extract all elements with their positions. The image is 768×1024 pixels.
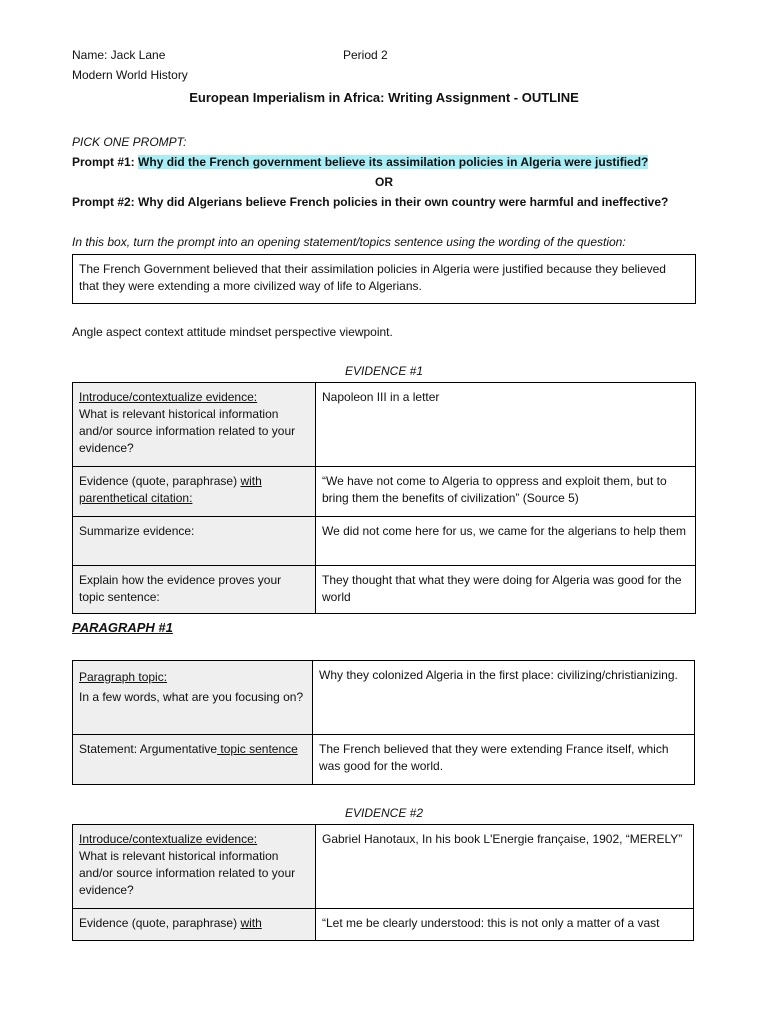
table-row	[73, 735, 695, 785]
row-label: Introduce/contextualize evidence: What is relevant historical information and/or source information related to your evidence?	[73, 383, 316, 467]
opening-statement-box	[72, 254, 696, 304]
row-value[interactable]: We did not come here for us, we came for the algerians to help them	[316, 517, 696, 566]
or-separator: OR	[375, 175, 393, 189]
row-label: Summarize evidence:	[73, 517, 316, 566]
paragraph-1-table	[72, 660, 695, 785]
prompt-2	[72, 194, 668, 211]
table-row	[73, 661, 695, 735]
row-value[interactable]: The French believed that they were extending France itself, which was good for the world.	[313, 735, 695, 785]
evidence-1-heading: EVIDENCE #1	[344, 364, 424, 378]
paragraph-1-heading: PARAGRAPH #1	[72, 620, 173, 635]
row-label: Evidence (quote, paraphrase) with	[73, 909, 316, 941]
row-value[interactable]: Napoleon III in a letter	[316, 383, 696, 467]
prompt-2-label: Prompt #2:	[72, 195, 135, 209]
row-value[interactable]: They thought that what they were doing for Algeria was good for the world	[316, 566, 696, 614]
row-label: Paragraph topic: In a few words, what are you focusing on?	[73, 661, 313, 735]
table-row	[73, 467, 696, 517]
table-row	[73, 825, 694, 909]
prompt-1-text: Why did the French government believe its assimilation policies in Algeria were justified?	[138, 155, 649, 169]
student-name: Name: Jack Lane	[72, 48, 166, 62]
row-value[interactable]: Gabriel Hanotaux, In his book L'Energie française, 1902, “MERELY”	[316, 825, 694, 909]
row-label: Introduce/contextualize evidence: What is relevant historical information and/or source information related to your evidence?	[73, 825, 316, 909]
prompt-1	[72, 154, 648, 171]
evidence-2-table	[72, 824, 694, 941]
table-row	[73, 383, 696, 467]
row-value[interactable]: “Let me be clearly understood: this is not only a matter of a vast	[316, 909, 694, 941]
document-title: European Imperialism in Africa: Writing Assignment - OUTLINE	[189, 90, 579, 105]
prompt-2-text: Why did Algerians believe French policies in their own country were harmful and ineffective?	[138, 195, 669, 209]
row-label: Statement: Argumentative topic sentence	[73, 735, 313, 785]
prompt-1-label: Prompt #1:	[72, 155, 135, 169]
evidence-2-heading: EVIDENCE #2	[344, 806, 424, 820]
row-label: Explain how the evidence proves your topic sentence:	[73, 566, 316, 614]
opening-statement: The French Government believed that their assimilation policies in Algeria were justified because they believed that they were extending a more civilized way of life to Algerians.	[79, 262, 666, 293]
evidence-1-table	[72, 382, 696, 614]
row-value[interactable]: Why they colonized Algeria in the first place: civilizing/christianizing.	[313, 661, 695, 735]
opening-instruction: In this box, turn the prompt into an opening statement/topics sentence using the wording of the question:	[72, 235, 626, 249]
table-row	[73, 909, 694, 941]
class-period: Period 2	[343, 48, 388, 62]
table-row	[73, 566, 696, 614]
pick-prompt-label: PICK ONE PROMPT:	[72, 135, 187, 149]
course-name: Modern World History	[72, 68, 188, 82]
table-row	[73, 517, 696, 566]
row-label: Evidence (quote, paraphrase) with parenthetical citation:	[73, 467, 316, 517]
row-value[interactable]: “We have not come to Algeria to oppress and exploit them, but to bring them the benefits of civilization” (Source 5)	[316, 467, 696, 517]
vocabulary-note: Angle aspect context attitude mindset perspective viewpoint.	[72, 325, 393, 339]
